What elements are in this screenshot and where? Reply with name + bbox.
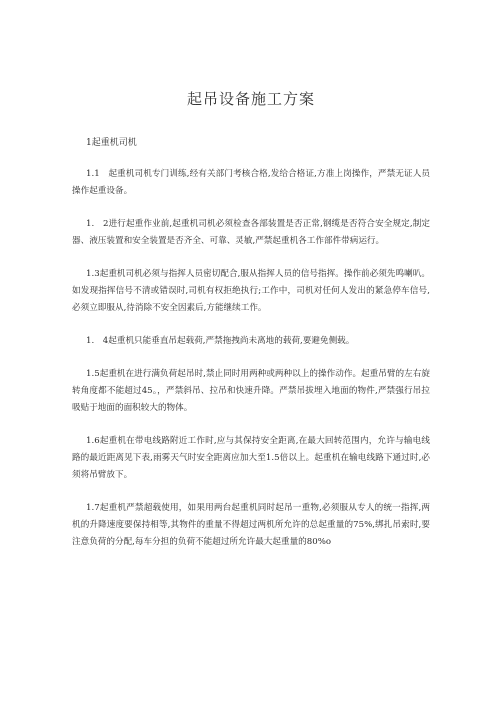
section-heading: 1起重机司机 — [86, 138, 137, 148]
paragraph-1-2: 1. 2进行起重作业前,起重机司机必须检查各部装置是否正常,钢缆是否符合安全规定,制定器、液压装置和安全装置是否齐全、可靠、灵敏,严禁起重机各工作部件带病运行。 — [72, 219, 430, 246]
paragraph-1-6: 1.6起重机在带电线路附近工作时,应与其保持安全距离,在最大回转范围内，允许与输电线路的最近距离见下表,雨雾天气时安全距离应加大至1.5倍以上。起重机在输电线路下通过时,必须将吊臂放下。 — [72, 436, 430, 480]
paragraph-1-3: 1.3起重机司机必须与指挥人员密切配合,服从指挥人员的信号指挥。操作前必须先鸣喇叭。如发现指挥信号不清或错误时,司机有权拒绝执行;工作中，司机对任何人发出的紧急停车信号,必须立即服从,待消除不安全因素后,方能继续工作。 — [72, 269, 430, 313]
document-title: 起吊设备施工方案 — [186, 90, 315, 108]
paragraph-1-1: 1.1 起重机司机专门训练,经有关部门考核合格,发给合格证,方准上岗操作，严禁无证人员操作起重设备。 — [72, 169, 430, 196]
paragraph-1-5: 1.5起重机在进行满负荷起吊时,禁止同时用两种或两种以上的操作动作。起重吊臂的左右旋转角度都不能超过45。，严禁斜吊、拉吊和快速升降。严禁吊拔埋入地面的物件,严禁强行吊拉吸贴于地面的面积较大的物体。 — [72, 369, 430, 413]
paragraph-1-4: 1. 4起重机只能垂直吊起载荷,严禁拖拽尚未离地的载荷,要避免侧载。 — [86, 336, 355, 346]
paragraph-1-7: 1.7起重机严禁超载使用，如果用两台起重机同时起吊一重物,必须服从专人的统一指挥,两机的升降速度要保持相等,其物件的重量不得超过两机所允许的总起重量的75%,绑扎吊索时,要注意负荷的分配,每车分担的负荷不能超过所允许最大起重量的80%o — [72, 503, 430, 547]
